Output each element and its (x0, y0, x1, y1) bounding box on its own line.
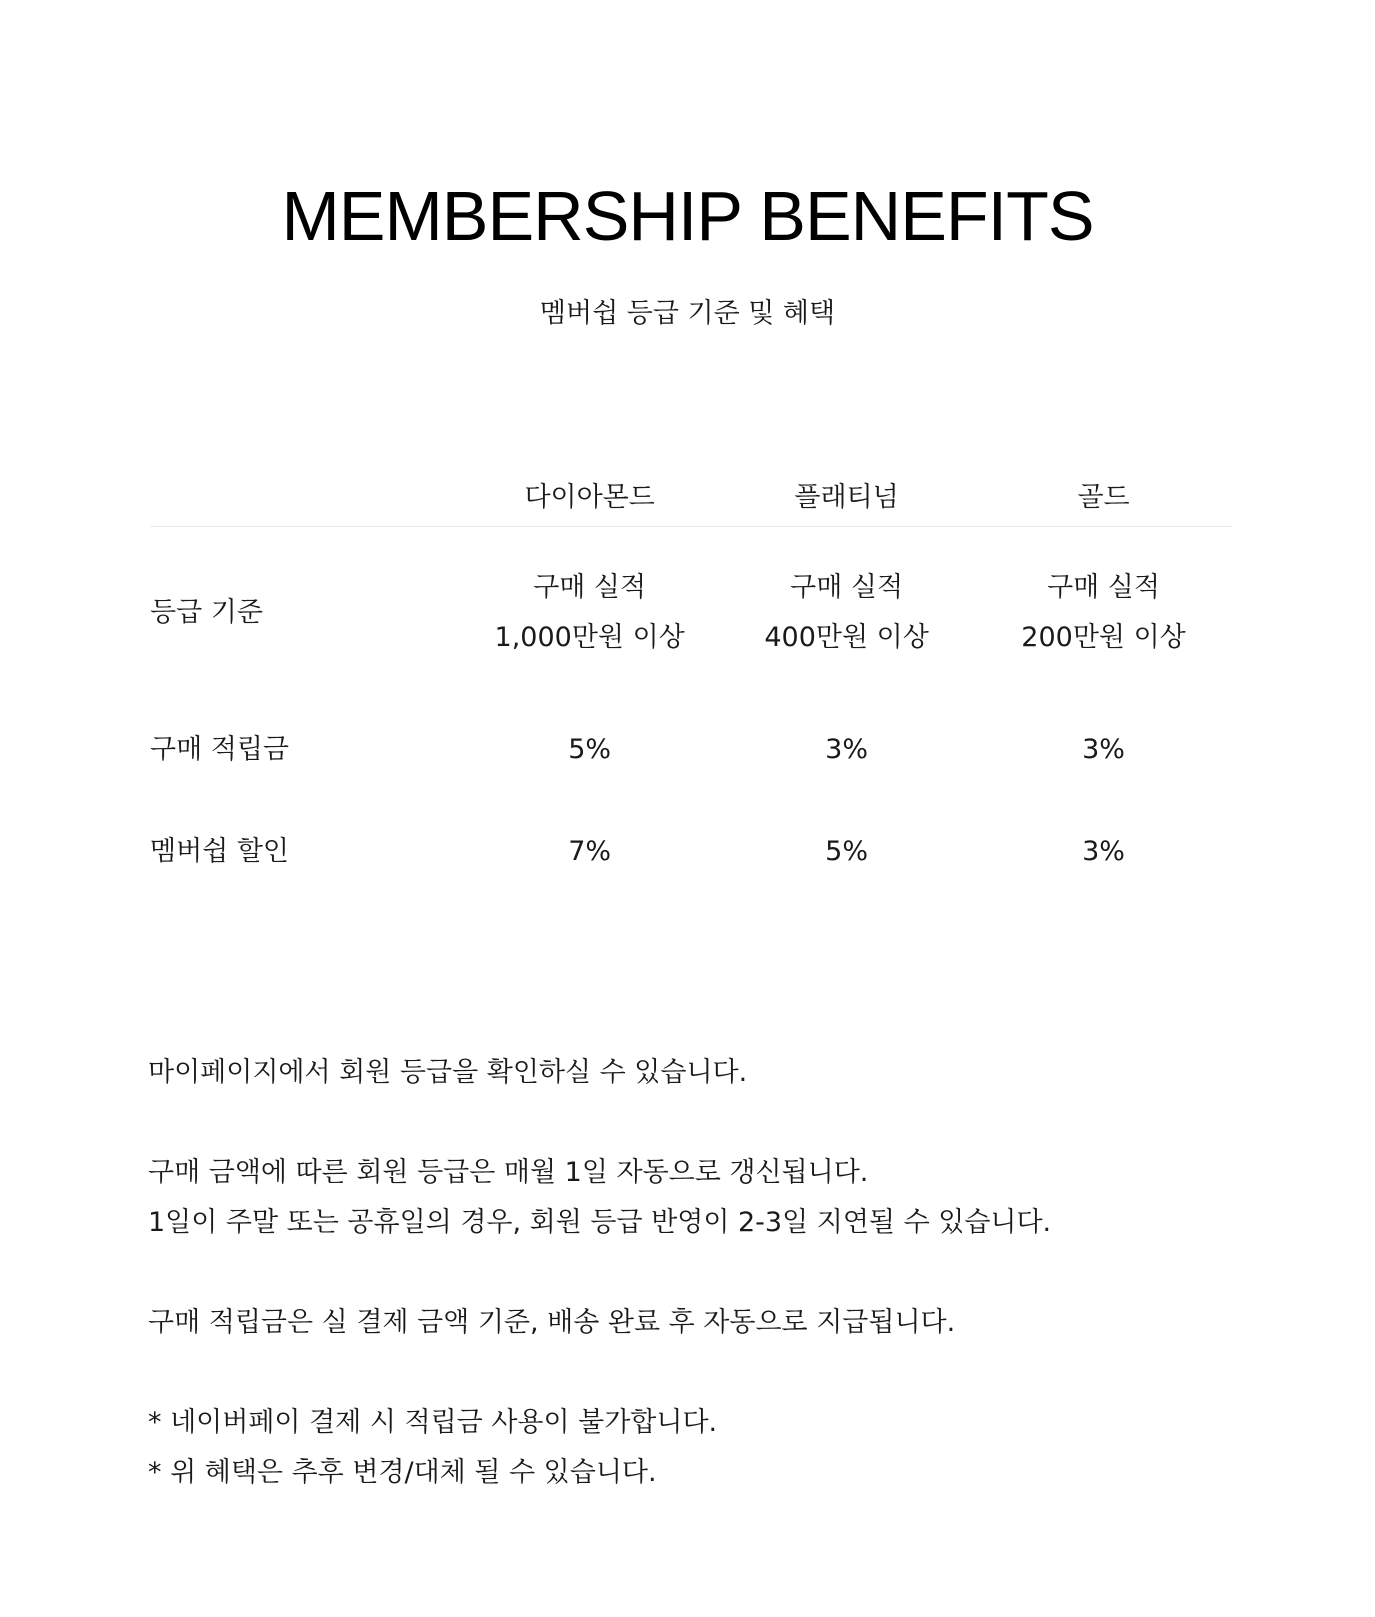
criteria-line: 구매 실적 (790, 572, 904, 603)
benefits-table (150, 470, 1232, 903)
column-header-platinum: 플래티넘 (794, 482, 899, 513)
criteria-amount: 1,000만원 이상 (494, 622, 685, 653)
note-text: * 네이버페이 결제 시 적립금 사용이 불가합니다. (148, 1407, 718, 1438)
criteria-line: 구매 실적 (1047, 572, 1160, 603)
column-header-diamond: 다이아몬드 (524, 482, 655, 513)
table-header-row (150, 470, 1232, 527)
criteria-amount: 200만원 이상 (1021, 622, 1186, 653)
row-label-grade-criteria: 등급 기준 (150, 597, 263, 628)
criteria-amount: 400만원 이상 (764, 622, 929, 653)
note-text: 마이페이지에서 회원 등급을 확인하실 수 있습니다. (148, 1057, 748, 1088)
row-label-membership-discount: 멤버쉽 할인 (150, 836, 289, 867)
discount-cell-gold: 3% (1082, 836, 1125, 867)
note-text: 구매 적립금은 실 결제 금액 기준, 배송 완료 후 자동으로 지급됩니다. (148, 1307, 956, 1338)
points-cell-platinum: 3% (825, 734, 869, 765)
points-cell-diamond: 5% (568, 734, 612, 765)
notes-section (148, 1048, 1248, 1548)
page-title: MEMBERSHIP BENEFITS (281, 177, 1094, 255)
column-header-gold: 골드 (1077, 482, 1130, 513)
note-text: 구매 금액에 따른 회원 등급은 매월 1일 자동으로 갱신됩니다. (148, 1157, 869, 1188)
row-label-purchase-points: 구매 적립금 (150, 734, 289, 765)
page-subtitle: 멤버쉽 등급 기준 및 혜택 (539, 298, 836, 329)
note-group-mypage (148, 1048, 1248, 1098)
table-row-membership-discount (150, 801, 1232, 903)
note-group-points-payment (148, 1298, 1248, 1348)
points-cell-gold: 3% (1082, 734, 1125, 765)
criteria-line: 구매 실적 (533, 572, 647, 603)
note-group-grade-update (148, 1148, 1248, 1248)
criteria-cell-platinum (718, 563, 975, 663)
criteria-cell-diamond (461, 563, 718, 663)
table-row-grade-criteria (150, 527, 1232, 699)
note-text: * 위 혜택은 추후 변경/대체 될 수 있습니다. (148, 1457, 657, 1488)
note-group-disclaimers (148, 1398, 1248, 1498)
discount-cell-diamond: 7% (568, 836, 612, 867)
table-row-purchase-points (150, 699, 1232, 801)
criteria-cell-gold (975, 563, 1232, 663)
note-text: 1일이 주말 또는 공휴일의 경우, 회원 등급 반영이 2-3일 지연될 수 있습니다. (148, 1207, 1052, 1238)
discount-cell-platinum: 5% (825, 836, 869, 867)
